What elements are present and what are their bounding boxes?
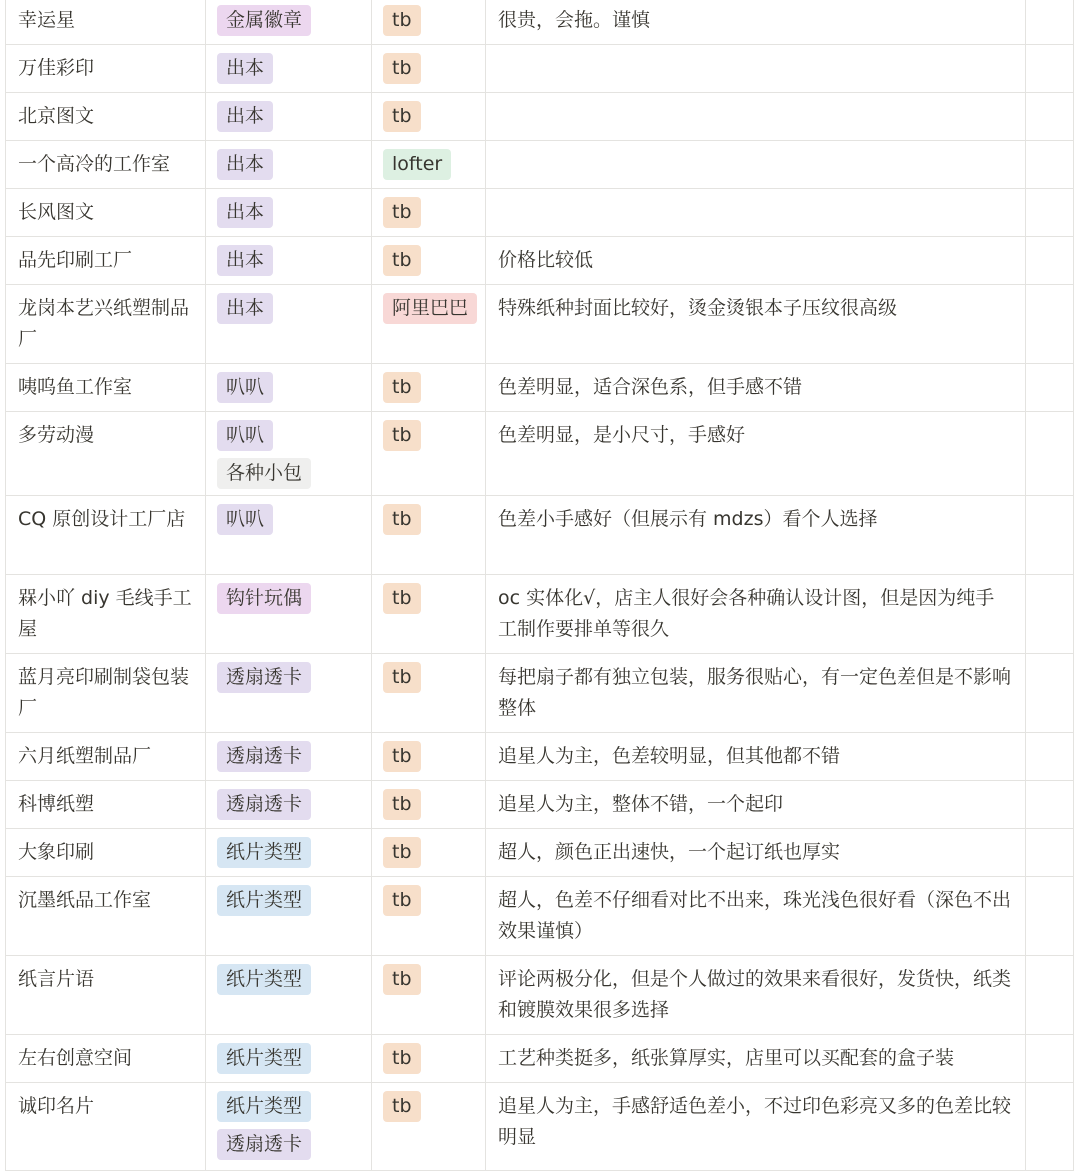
- shop-name-cell[interactable]: [6, 45, 206, 93]
- table-row: [6, 93, 1074, 141]
- shop-table: [5, 0, 1074, 1171]
- source-cell[interactable]: [372, 189, 486, 237]
- table-row: [6, 141, 1074, 189]
- shop-name-cell[interactable]: [6, 733, 206, 781]
- shop-name-cell[interactable]: [6, 0, 206, 45]
- table-row: [6, 0, 1074, 45]
- category-tags: [217, 149, 359, 180]
- empty-cell[interactable]: [1026, 237, 1074, 285]
- category-cell[interactable]: [206, 285, 372, 364]
- category-tags: [217, 53, 359, 84]
- category-tag: 透扇透卡: [217, 741, 311, 772]
- source-tag: tb: [383, 101, 421, 132]
- shop-name: 北京图文: [18, 105, 95, 127]
- empty-cell[interactable]: [1026, 654, 1074, 733]
- note-cell[interactable]: [486, 1083, 1026, 1171]
- source-cell[interactable]: [372, 285, 486, 364]
- empty-cell[interactable]: [1026, 285, 1074, 364]
- note-text: 色差小手感好（但展示有 mdzs）看个人选择: [498, 508, 878, 530]
- shop-name-cell[interactable]: [6, 93, 206, 141]
- source-tag: tb: [383, 504, 421, 535]
- table-row: [6, 189, 1074, 237]
- category-tag: 出本: [217, 245, 273, 276]
- shop-name-cell[interactable]: [6, 1083, 206, 1171]
- note-text: 特殊纸种封面比较好，烫金烫银本子压纹很高级: [498, 297, 898, 319]
- category-cell[interactable]: [206, 575, 372, 654]
- note-cell[interactable]: [486, 189, 1026, 237]
- source-tag: tb: [383, 1043, 421, 1074]
- note-text: 价格比较低: [498, 249, 594, 271]
- table-row: [6, 654, 1074, 733]
- source-tag: tb: [383, 1091, 421, 1122]
- category-tag: 纸片类型: [217, 964, 311, 995]
- note-cell[interactable]: [486, 829, 1026, 877]
- shop-name: 科博纸塑: [18, 793, 95, 815]
- empty-cell[interactable]: [1026, 781, 1074, 829]
- category-cell[interactable]: [206, 237, 372, 285]
- category-tags: [217, 789, 359, 820]
- category-tag: 出本: [217, 101, 273, 132]
- source-tag: tb: [383, 741, 421, 772]
- category-tags: [217, 662, 359, 693]
- shop-name-cell[interactable]: [6, 285, 206, 364]
- source-cell[interactable]: [372, 93, 486, 141]
- category-tags: [217, 197, 359, 228]
- shop-name: 多劳动漫: [18, 424, 95, 446]
- note-text: 追星人为主，手感舒适色差小，不过印色彩亮又多的色差比较明显: [498, 1095, 1012, 1148]
- note-text: 超人，色差不仔细看对比不出来，珠光浅色很好看（深色不出效果谨慎）: [498, 889, 1012, 942]
- empty-cell[interactable]: [1026, 956, 1074, 1035]
- category-tag: 纸片类型: [217, 1091, 311, 1122]
- shop-name: 六月纸塑制品厂: [18, 745, 152, 767]
- note-text: 工艺种类挺多，纸张算厚实，店里可以买配套的盒子装: [498, 1047, 955, 1069]
- empty-cell[interactable]: [1026, 141, 1074, 189]
- source-cell[interactable]: [372, 364, 486, 412]
- category-cell[interactable]: [206, 364, 372, 412]
- shop-name-cell[interactable]: [6, 956, 206, 1035]
- category-tags: [217, 245, 359, 276]
- table-row: [6, 781, 1074, 829]
- category-cell[interactable]: [206, 1035, 372, 1083]
- table-row: [6, 829, 1074, 877]
- table-row: [6, 496, 1074, 575]
- source-cell[interactable]: [372, 877, 486, 956]
- shop-table-body: [6, 0, 1074, 1171]
- note-cell[interactable]: [486, 654, 1026, 733]
- source-cell[interactable]: [372, 237, 486, 285]
- category-cell[interactable]: [206, 93, 372, 141]
- category-tags: [217, 5, 359, 36]
- empty-cell[interactable]: [1026, 412, 1074, 496]
- category-tag: 叭叭: [217, 420, 273, 451]
- category-cell[interactable]: [206, 412, 372, 496]
- shop-name: 咦呜鱼工作室: [18, 376, 133, 398]
- category-cell[interactable]: [206, 733, 372, 781]
- category-tag: 出本: [217, 293, 273, 324]
- source-tag: lofter: [383, 149, 451, 180]
- source-tag: tb: [383, 5, 421, 36]
- shop-name-cell[interactable]: [6, 189, 206, 237]
- shop-name-cell[interactable]: [6, 575, 206, 654]
- category-tags: [217, 964, 359, 995]
- source-cell[interactable]: [372, 575, 486, 654]
- empty-cell[interactable]: [1026, 189, 1074, 237]
- note-cell[interactable]: [486, 285, 1026, 364]
- category-tags: [217, 420, 359, 489]
- table-row: [6, 877, 1074, 956]
- note-text: 评论两极分化，但是个人做过的效果来看很好，发货快，纸类和镀膜效果很多选择: [498, 968, 1012, 1021]
- category-tag: 出本: [217, 53, 273, 84]
- source-cell[interactable]: [372, 496, 486, 575]
- empty-cell[interactable]: [1026, 829, 1074, 877]
- source-tag: tb: [383, 789, 421, 820]
- category-cell[interactable]: [206, 1083, 372, 1171]
- source-cell[interactable]: [372, 1083, 486, 1171]
- shop-name-cell[interactable]: [6, 496, 206, 575]
- category-tag: 纸片类型: [217, 1043, 311, 1074]
- source-tag: tb: [383, 837, 421, 868]
- shop-name-cell[interactable]: [6, 237, 206, 285]
- category-cell[interactable]: [206, 877, 372, 956]
- source-tag: 阿里巴巴: [383, 293, 477, 324]
- source-cell[interactable]: [372, 654, 486, 733]
- category-tags: [217, 583, 359, 614]
- source-cell[interactable]: [372, 141, 486, 189]
- empty-cell[interactable]: [1026, 575, 1074, 654]
- category-tag: 出本: [217, 197, 273, 228]
- empty-cell[interactable]: [1026, 1035, 1074, 1083]
- source-cell[interactable]: [372, 733, 486, 781]
- shop-name: 长风图文: [18, 201, 95, 223]
- shop-name: 品先印刷工厂: [18, 249, 133, 271]
- shop-name: 大象印刷: [18, 841, 95, 863]
- source-cell[interactable]: [372, 956, 486, 1035]
- category-cell[interactable]: [206, 956, 372, 1035]
- note-cell[interactable]: [486, 877, 1026, 956]
- table-row: [6, 1035, 1074, 1083]
- empty-cell[interactable]: [1026, 0, 1074, 45]
- note-text: 追星人为主，色差较明显，但其他都不错: [498, 745, 841, 767]
- category-cell[interactable]: [206, 0, 372, 45]
- source-tag: tb: [383, 583, 421, 614]
- source-tag: tb: [383, 245, 421, 276]
- shop-name: 纸言片语: [18, 968, 95, 990]
- note-cell[interactable]: [486, 364, 1026, 412]
- shop-name-cell[interactable]: [6, 1035, 206, 1083]
- category-tag: 透扇透卡: [217, 789, 311, 820]
- note-cell[interactable]: [486, 45, 1026, 93]
- source-tag: tb: [383, 420, 421, 451]
- source-tag: tb: [383, 197, 421, 228]
- shop-name-cell[interactable]: [6, 654, 206, 733]
- note-cell[interactable]: [486, 781, 1026, 829]
- note-cell[interactable]: [486, 1035, 1026, 1083]
- category-tag: 透扇透卡: [217, 1129, 311, 1160]
- category-tags: [217, 1043, 359, 1074]
- category-cell[interactable]: [206, 781, 372, 829]
- note-cell[interactable]: [486, 412, 1026, 496]
- note-cell[interactable]: [486, 575, 1026, 654]
- shop-name: 龙岗本艺兴纸塑制品厂: [18, 297, 190, 350]
- category-tags: [217, 837, 359, 868]
- empty-cell[interactable]: [1026, 93, 1074, 141]
- category-tag: 透扇透卡: [217, 662, 311, 693]
- note-text: oc 实体化√，店主人很好会各种确认设计图，但是因为纯手工制作要排单等很久: [498, 587, 995, 640]
- shop-name-cell[interactable]: [6, 877, 206, 956]
- category-tags: [217, 101, 359, 132]
- category-tags: [217, 885, 359, 916]
- category-cell[interactable]: [206, 654, 372, 733]
- category-tags: [217, 741, 359, 772]
- category-tag: 金属徽章: [217, 5, 311, 36]
- shop-name: 左右创意空间: [18, 1047, 133, 1069]
- table-row: [6, 1083, 1074, 1171]
- category-tags: [217, 1091, 359, 1160]
- shop-name-cell[interactable]: [6, 364, 206, 412]
- empty-cell[interactable]: [1026, 1083, 1074, 1171]
- source-tag: tb: [383, 53, 421, 84]
- category-tag: 叭叭: [217, 504, 273, 535]
- category-tags: [217, 293, 359, 324]
- note-text: 色差明显，适合深色系，但手感不错: [498, 376, 803, 398]
- category-tags: [217, 372, 359, 403]
- note-text: 色差明显，是小尺寸，手感好: [498, 424, 746, 446]
- note-text: 很贵，会拖。谨慎: [498, 9, 651, 31]
- category-cell[interactable]: [206, 496, 372, 575]
- category-tags: [217, 504, 359, 535]
- category-tag: 纸片类型: [217, 837, 311, 868]
- table-row: [6, 956, 1074, 1035]
- table-row: [6, 237, 1074, 285]
- table-row: [6, 285, 1074, 364]
- shop-name: 幸运星: [18, 9, 76, 31]
- category-cell[interactable]: [206, 45, 372, 93]
- shop-name: 槑小吖 diy 毛线手工屋: [18, 587, 192, 640]
- table-row: [6, 364, 1074, 412]
- note-text: 超人，颜色正出速快，一个起订纸也厚实: [498, 841, 841, 863]
- note-cell[interactable]: [486, 0, 1026, 45]
- source-cell[interactable]: [372, 781, 486, 829]
- shop-name: 万佳彩印: [18, 57, 95, 79]
- source-cell[interactable]: [372, 0, 486, 45]
- note-cell[interactable]: [486, 237, 1026, 285]
- empty-cell[interactable]: [1026, 733, 1074, 781]
- shop-name: 沉墨纸品工作室: [18, 889, 152, 911]
- category-tag: 钩针玩偶: [217, 583, 311, 614]
- empty-cell[interactable]: [1026, 496, 1074, 575]
- category-tag: 出本: [217, 149, 273, 180]
- category-tag: 叭叭: [217, 372, 273, 403]
- empty-cell[interactable]: [1026, 364, 1074, 412]
- note-cell[interactable]: [486, 141, 1026, 189]
- shop-name-cell[interactable]: [6, 829, 206, 877]
- source-cell[interactable]: [372, 829, 486, 877]
- shop-name: CQ 原创设计工厂店: [18, 508, 186, 530]
- table-row: [6, 733, 1074, 781]
- source-tag: tb: [383, 964, 421, 995]
- table-row: [6, 575, 1074, 654]
- table-row: [6, 412, 1074, 496]
- shop-name-cell[interactable]: [6, 781, 206, 829]
- source-cell[interactable]: [372, 45, 486, 93]
- note-cell[interactable]: [486, 496, 1026, 575]
- shop-name: 诚印名片: [18, 1095, 95, 1117]
- shop-name: 一个高冷的工作室: [18, 153, 171, 175]
- category-tag: 纸片类型: [217, 885, 311, 916]
- shop-name: 蓝月亮印刷制袋包装厂: [18, 666, 190, 719]
- note-text: 每把扇子都有独立包装，服务很贴心，有一定色差但是不影响整体: [498, 666, 1012, 719]
- source-cell[interactable]: [372, 1035, 486, 1083]
- shop-name-cell[interactable]: [6, 412, 206, 496]
- source-tag: tb: [383, 372, 421, 403]
- category-cell[interactable]: [206, 829, 372, 877]
- shop-name-cell[interactable]: [6, 141, 206, 189]
- empty-cell[interactable]: [1026, 45, 1074, 93]
- source-tag: tb: [383, 662, 421, 693]
- note-text: 追星人为主，整体不错，一个起印: [498, 793, 784, 815]
- source-cell[interactable]: [372, 412, 486, 496]
- note-cell[interactable]: [486, 733, 1026, 781]
- note-cell[interactable]: [486, 93, 1026, 141]
- category-cell[interactable]: [206, 141, 372, 189]
- empty-cell[interactable]: [1026, 877, 1074, 956]
- source-tag: tb: [383, 885, 421, 916]
- category-tag: 各种小包: [217, 458, 311, 489]
- note-cell[interactable]: [486, 956, 1026, 1035]
- category-cell[interactable]: [206, 189, 372, 237]
- table-row: [6, 45, 1074, 93]
